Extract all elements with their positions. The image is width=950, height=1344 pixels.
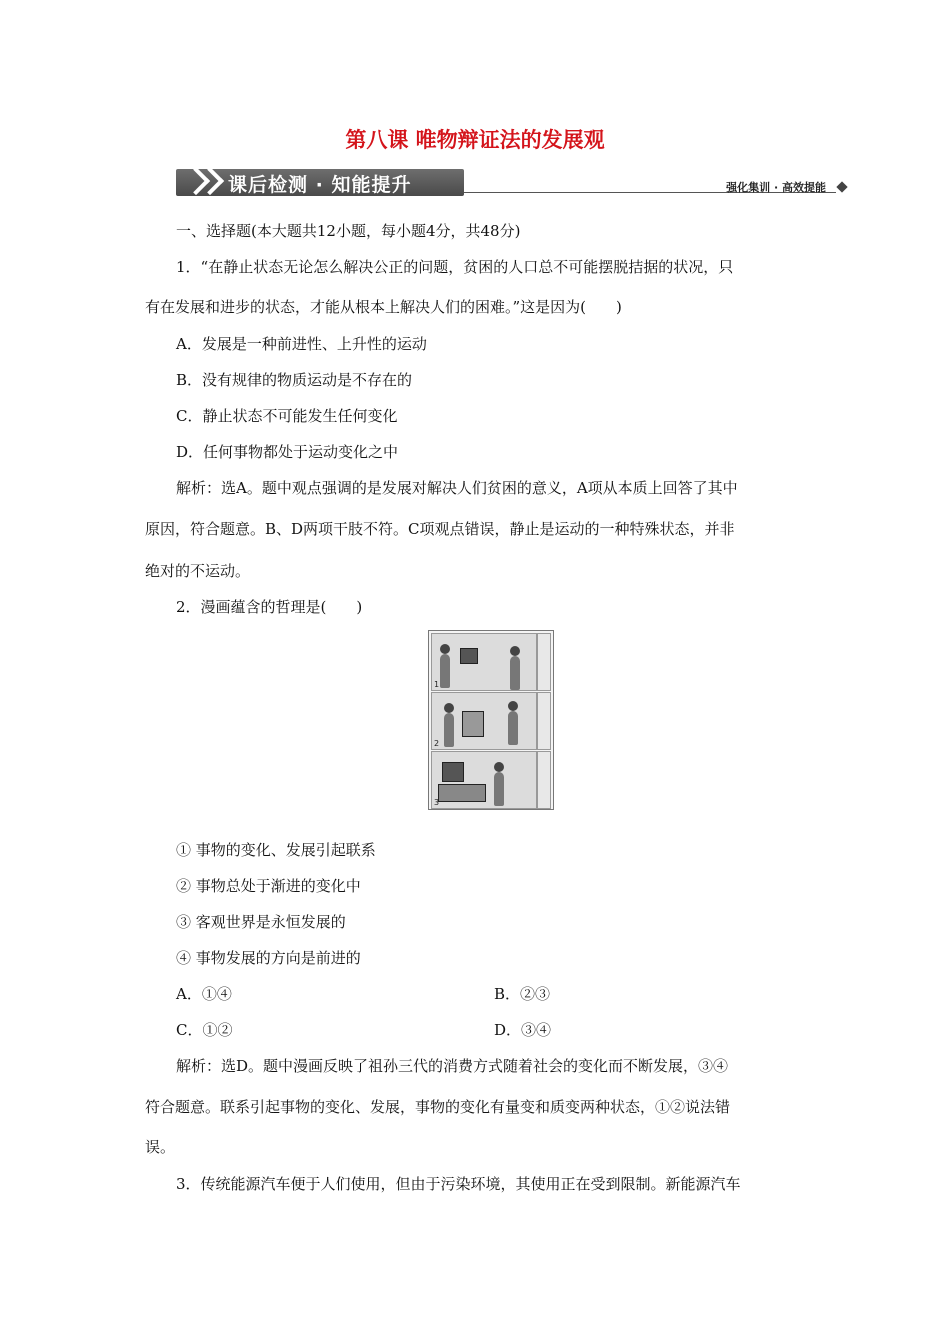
banner-left-text: 课后检测 · 知能提升	[228, 174, 412, 196]
q2-choice-c: C．①②	[176, 1021, 233, 1039]
q1-analysis-line3: 绝对的不运动。	[145, 562, 251, 580]
q2-choice-a: A．①④	[176, 985, 232, 1003]
panel-number: 2	[434, 739, 440, 748]
panel-number: 3	[434, 798, 440, 807]
comic-panel-1	[431, 633, 537, 691]
comic-caption-3	[537, 751, 551, 809]
figure-head	[510, 646, 520, 656]
section-heading: 一、选择题(本大题共12小题，每小题4分，共48分)	[176, 222, 521, 240]
q2-option-3: ③ 客观世界是永恒发展的	[176, 913, 346, 931]
figure-body	[440, 654, 450, 688]
q1-option-b: B．没有规律的物质运动是不存在的	[176, 371, 413, 389]
q1-option-c: C．静止状态不可能发生任何变化	[176, 407, 398, 425]
comic-caption-2	[537, 692, 551, 750]
q2-option-4: ④ 事物发展的方向是前进的	[176, 949, 361, 967]
figure-head	[444, 703, 454, 713]
q1-stem-line2: 有在发展和进步的状态，才能从根本上解决人们的困难。”这是因为( )	[145, 298, 622, 316]
banner-right-text: 强化集训 · 高效提能	[726, 181, 826, 194]
q1-analysis-line2: 原因，符合题意。B、D两项干肢不符。C项观点错误，静止是运动的一种特殊状态，并非	[145, 520, 735, 538]
figure-body	[508, 711, 518, 745]
figure-head	[494, 762, 504, 772]
figure-body	[510, 656, 520, 690]
q2-option-2: ② 事物总处于渐进的变化中	[176, 877, 361, 895]
q1-option-d: D．任何事物都处于运动变化之中	[176, 443, 399, 461]
section-banner	[176, 169, 848, 199]
q3-stem-line1: 3．传统能源汽车便于人们使用，但由于污染环境，其使用正在受到限制。新能源汽车	[176, 1175, 741, 1193]
figure-body	[494, 772, 504, 806]
comic-image	[428, 630, 554, 810]
figure-head	[508, 701, 518, 711]
figure-body	[444, 713, 454, 747]
computer-icon	[442, 762, 464, 782]
comic-panel-3	[431, 751, 537, 809]
q2-choice-d: D．③④	[494, 1021, 552, 1039]
q2-choice-b: B．②③	[494, 985, 551, 1003]
comic-caption-1	[537, 633, 551, 691]
panel-number: 1	[434, 680, 440, 689]
lesson-title: 第八课 唯物辩证法的发展观	[345, 128, 605, 152]
q2-analysis-line1: 解析：选D。题中漫画反映了祖孙三代的消费方式随着社会的变化而不断发展，③④	[176, 1057, 729, 1075]
q2-analysis-line3: 误。	[145, 1138, 176, 1156]
counter-icon	[462, 711, 484, 737]
q2-analysis-line2: 符合题意。联系引起事物的变化、发展，事物的变化有量变和质变两种状态，①②说法错	[145, 1098, 731, 1116]
q2-option-1: ① 事物的变化、发展引起联系	[176, 841, 376, 859]
figure-head	[440, 644, 450, 654]
q1-stem-line1: 1．“在静止状态无论怎么解决公正的问题，贫困的人口总不可能摆脱拮据的状况，只	[176, 258, 734, 276]
q1-option-a: A．发展是一种前进性、上升性的运动	[176, 335, 427, 353]
q1-analysis-line1: 解析：选A。题中观点强调的是发展对解决人们贫困的意义，A项从本质上回答了其中	[176, 479, 738, 497]
q2-stem: 2．漫画蕴含的哲理是( )	[176, 598, 363, 616]
diamond-icon	[836, 181, 847, 192]
desk-icon	[438, 784, 486, 802]
banner-bar	[176, 169, 464, 196]
comic-panel-2	[431, 692, 537, 750]
tv-icon	[460, 648, 478, 664]
